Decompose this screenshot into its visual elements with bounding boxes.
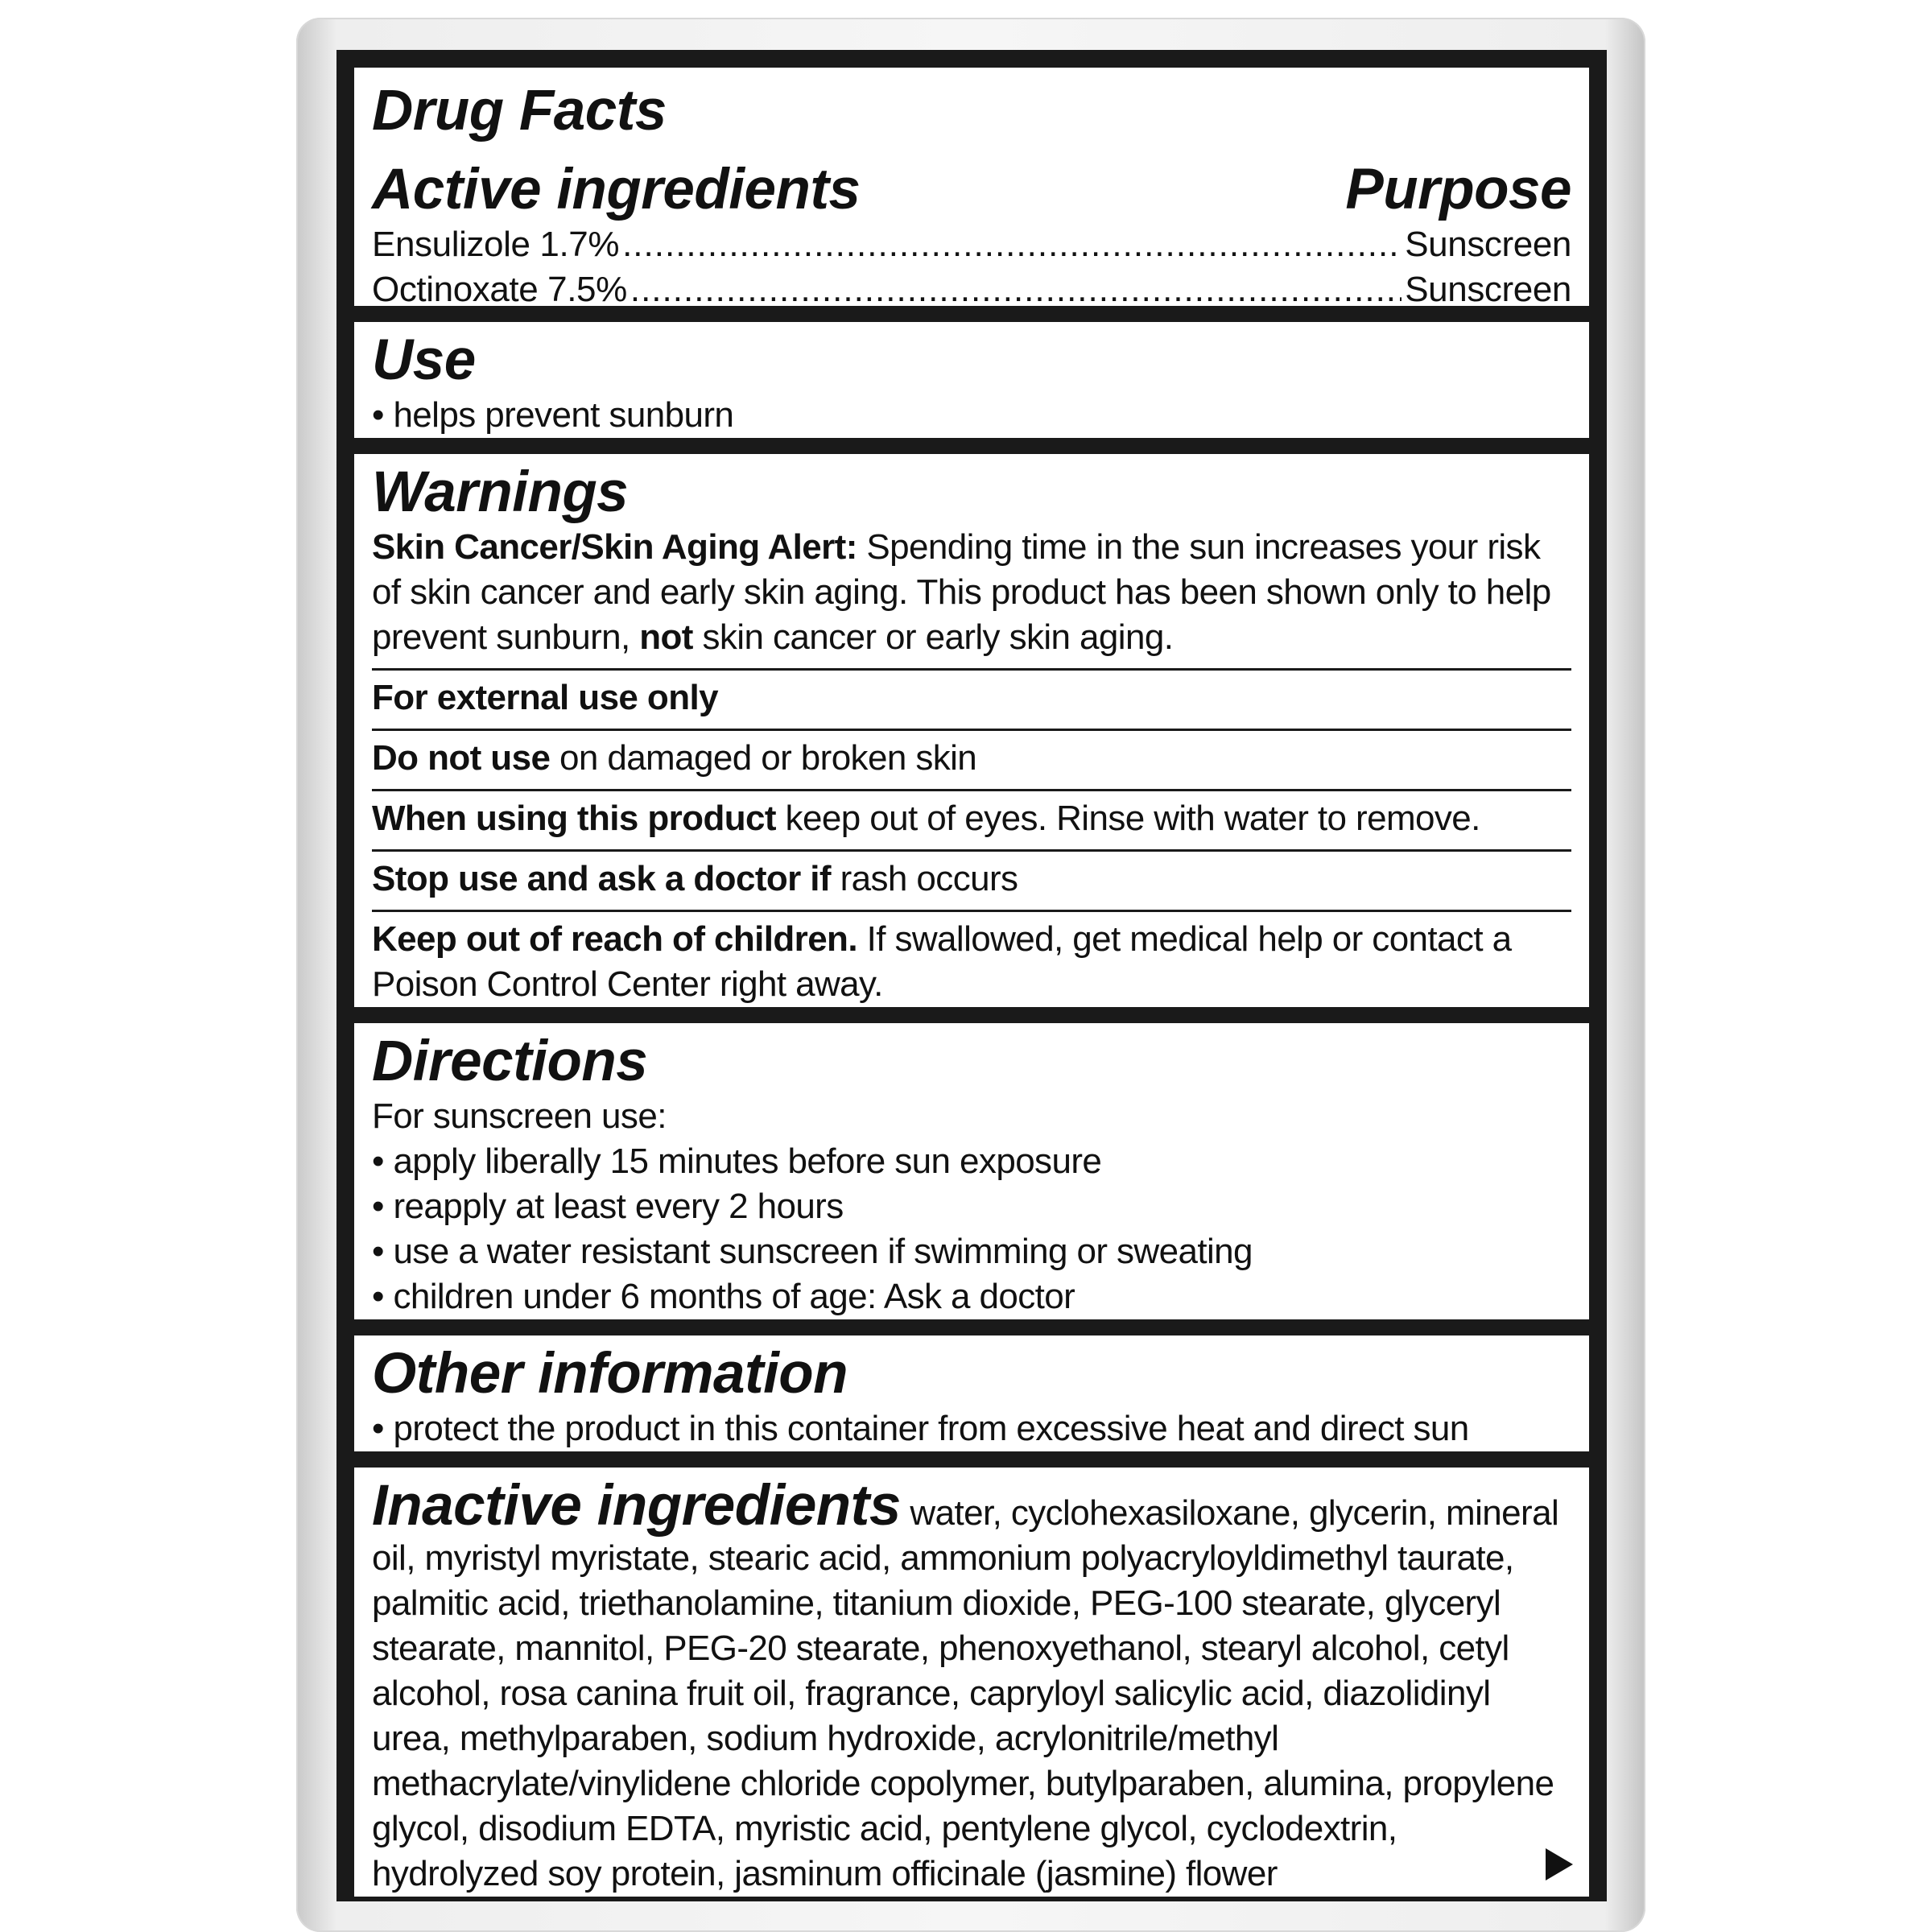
use-section: [354, 322, 1589, 438]
keep-out-lead: Keep out of reach of children.: [372, 919, 857, 959]
divider: [372, 849, 1571, 852]
active-ingredients-heading: Active ingredients: [372, 158, 861, 221]
drug-facts-section: [354, 68, 1589, 309]
other-information-title: Other information: [372, 1342, 848, 1406]
stop-use: [372, 857, 1571, 902]
directions-item: • reapply at least every 2 hours: [372, 1184, 1571, 1229]
ingredient-purpose: Sunscreen: [1405, 270, 1571, 309]
other-information-section: [354, 1335, 1589, 1451]
directions-title: Directions: [372, 1030, 648, 1093]
leader-dots: [630, 267, 1402, 312]
warnings-title: Warnings: [372, 460, 629, 524]
do-not-use: [372, 736, 1571, 781]
inactive-ingredients-title: Inactive ingredients: [372, 1474, 901, 1538]
directions-intro: For sunscreen use:: [372, 1096, 667, 1136]
active-ingredients-header-row: [372, 158, 1571, 222]
use-title: Use: [372, 328, 476, 392]
drug-facts-panel: [336, 50, 1607, 1901]
skin-cancer-alert: [372, 525, 1571, 660]
directions-section: [354, 1023, 1589, 1319]
purpose-heading: Purpose: [1345, 158, 1571, 221]
right-triangle-arrow-icon: [1546, 1848, 1573, 1880]
directions-item: • use a water resistant sunscreen if swimming or sweating: [372, 1229, 1571, 1274]
alert-lead: Skin Cancer/Skin Aging Alert:: [372, 527, 857, 567]
divider: [372, 729, 1571, 731]
do-not-use-text: on damaged or broken skin: [550, 738, 977, 778]
divider: [372, 668, 1571, 671]
when-using-lead: When using this product: [372, 799, 776, 838]
external-use-only: For external use only: [372, 678, 718, 717]
inactive-ingredients-section: [354, 1468, 1589, 1897]
use-item: • helps prevent sunburn: [372, 393, 1571, 438]
other-information-item: • protect the product in this container from excessive heat and direct sun: [372, 1406, 1571, 1451]
when-using-text: keep out of eyes. Rinse with water to remove.: [775, 799, 1480, 838]
directions-item: • apply liberally 15 minutes before sun exposure: [372, 1139, 1571, 1184]
warnings-section: [354, 454, 1589, 1007]
alert-not: not: [639, 617, 693, 657]
active-ingredient-row: [372, 222, 1571, 267]
drug-facts-title: Drug Facts: [372, 79, 667, 142]
keep-out-text: If swallowed, get medical help or contact a Poison Control Center right away.: [372, 919, 1512, 1004]
ingredient-name: Ensulizole 1.7%: [372, 225, 620, 264]
leader-dots: [622, 222, 1402, 267]
ingredient-purpose: Sunscreen: [1405, 225, 1571, 264]
divider: [372, 789, 1571, 791]
ingredient-name: Octinoxate 7.5%: [372, 270, 627, 309]
stop-use-text: rash occurs: [830, 859, 1018, 898]
directions-item: • children under 6 months of age: Ask a doctor: [372, 1274, 1571, 1319]
alert-text: Spending time in the sun increases your risk of skin cancer and early skin aging. This product has been shown only to help prevent sunburn,: [372, 527, 1551, 657]
when-using: [372, 796, 1571, 841]
inactive-ingredients-text: [372, 1474, 1570, 1897]
do-not-use-lead: Do not use: [372, 738, 551, 778]
divider: [372, 910, 1571, 912]
stop-use-lead: Stop use and ask a doctor if: [372, 859, 831, 898]
keep-out-of-reach: [372, 917, 1571, 1007]
active-ingredient-row: [372, 267, 1571, 312]
inactive-ingredients-list: water, cyclohexasiloxane, glycerin, mineral oil, myristyl myristate, stearic acid, ammonium polyacryloyldimethyl taurate, palmitic acid, triethanolamine, titanium dioxide, PEG-100 stearate, glyceryl stearate, mannitol, PEG-20 stearate, phenoxyethanol, stearyl alcohol, cetyl alcohol, rosa canina fruit oil, fragrance, capryloyl salicylic acid, diazolidinyl urea, methylparaben, sodium hydroxide, acrylonitrile/methyl methacrylate/vinylidene chloride copolymer, butylparaben, alumina, propylene glycol, disodium EDTA, myristic acid, pentylene glycol, cyclodextrin, hydrolyzed soy protein, jasminum officinale (jasmine) flower: [372, 1493, 1559, 1893]
alert-text-end: skin cancer or early skin aging.: [692, 617, 1174, 657]
